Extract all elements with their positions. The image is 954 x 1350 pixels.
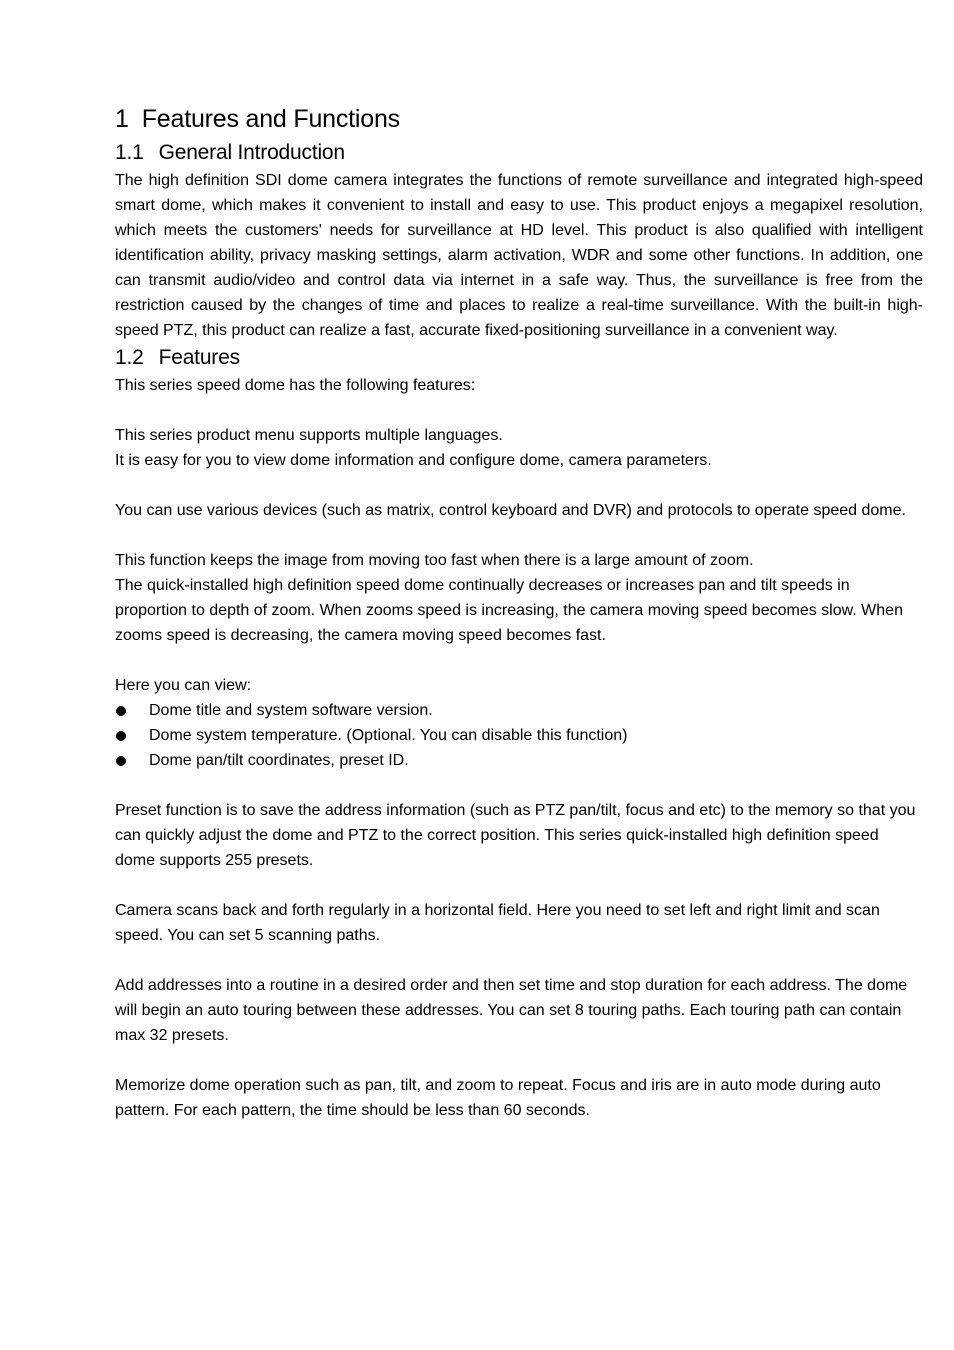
bullet-icon xyxy=(116,706,126,716)
chapter-title: Features and Functions xyxy=(141,105,400,133)
spacer xyxy=(115,523,923,548)
section-heading-general-introduction xyxy=(115,138,923,168)
section-heading-features xyxy=(115,343,923,373)
chapter-heading xyxy=(115,100,923,138)
view-lead-paragraph: Here you can view: xyxy=(115,677,252,694)
section-title: General Introduction xyxy=(158,141,345,164)
protocol-paragraph: You can use various devices (such as matrix, control keyboard and DVR) and protocols to operate speed dome. xyxy=(115,502,906,519)
spacer xyxy=(115,773,923,798)
list-item xyxy=(115,748,923,773)
spacer xyxy=(115,648,923,673)
general-introduction-paragraph: The high definition SDI dome camera integrates the functions of remote surveillance and integrated high-speed smart dome, which makes it convenient to install and easy to use. This product enjoys a megapixel resolution, which meets the customers' needs for surveillance at HD level. This product is also qualified with intelligent identification ability, privacy masking settings, alarm activation, WDR and some other functions. In addition, one can transmit audio/video and control data via internet in a safe way. Thus, the surveillance is free from the restriction caused by the changes of time and places to realize a real-time surveillance. With the built-in high-speed PTZ, this product can realize a fast, accurate fixed-positioning surveillance in a convenient way. xyxy=(115,172,923,339)
document-page xyxy=(115,100,923,1123)
pattern-paragraph: Memorize dome operation such as pan, tilt, and zoom to repeat. Focus and iris are in auto mode during auto pattern. For each pattern, the time should be less than 60 seconds. xyxy=(115,1077,881,1119)
list-item xyxy=(115,723,923,748)
list-item-text: Dome pan/tilt coordinates, preset ID. xyxy=(149,752,409,769)
view-items-list xyxy=(115,698,923,773)
features-lead-paragraph: This series speed dome has the following features: xyxy=(115,377,476,394)
spacer xyxy=(115,873,923,898)
section-title: Features xyxy=(158,346,240,369)
scan-paragraph: Camera scans back and forth regularly in a horizontal field. Here you need to set left and right limit and scan speed. You can set 5 scanning paths. xyxy=(115,902,880,944)
spacer xyxy=(115,1048,923,1073)
section-number: 1.2 xyxy=(115,346,144,369)
list-item-text: Dome title and system software version. xyxy=(149,702,433,719)
spacer xyxy=(115,473,923,498)
list-item xyxy=(115,698,923,723)
zoom-function-paragraph: This function keeps the image from moving too fast when there is a large amount of zoom. xyxy=(115,552,754,569)
spacer xyxy=(115,398,923,423)
menu-language-paragraph: This series product menu supports multiple languages. xyxy=(115,427,503,444)
chapter-number: 1 xyxy=(115,105,129,133)
menu-config-paragraph: It is easy for you to view dome information and configure dome, camera parameters. xyxy=(115,452,712,469)
bullet-icon xyxy=(116,756,126,766)
section-number: 1.1 xyxy=(115,141,144,164)
zoom-speed-paragraph: The quick-installed high definition speed dome continually decreases or increases pan and tilt speeds in proportion to depth of zoom. When zooms speed is increasing, the camera moving speed becomes slow. When zooms speed is decreasing, the camera moving speed becomes fast. xyxy=(115,577,903,644)
spacer xyxy=(115,948,923,973)
list-item-text: Dome system temperature. (Optional. You can disable this function) xyxy=(149,727,628,744)
tour-paragraph: Add addresses into a routine in a desired order and then set time and stop duration for each address. The dome will begin an auto touring between these addresses. You can set 8 touring paths. Each touring path can contain max 32 presets. xyxy=(115,977,908,1044)
preset-paragraph: Preset function is to save the address information (such as PTZ pan/tilt, focus and etc) to the memory so that you can quickly adjust the dome and PTZ to the correct position. This series quick-installed high definition speed dome supports 255 presets. xyxy=(115,802,916,869)
bullet-icon xyxy=(116,731,126,741)
